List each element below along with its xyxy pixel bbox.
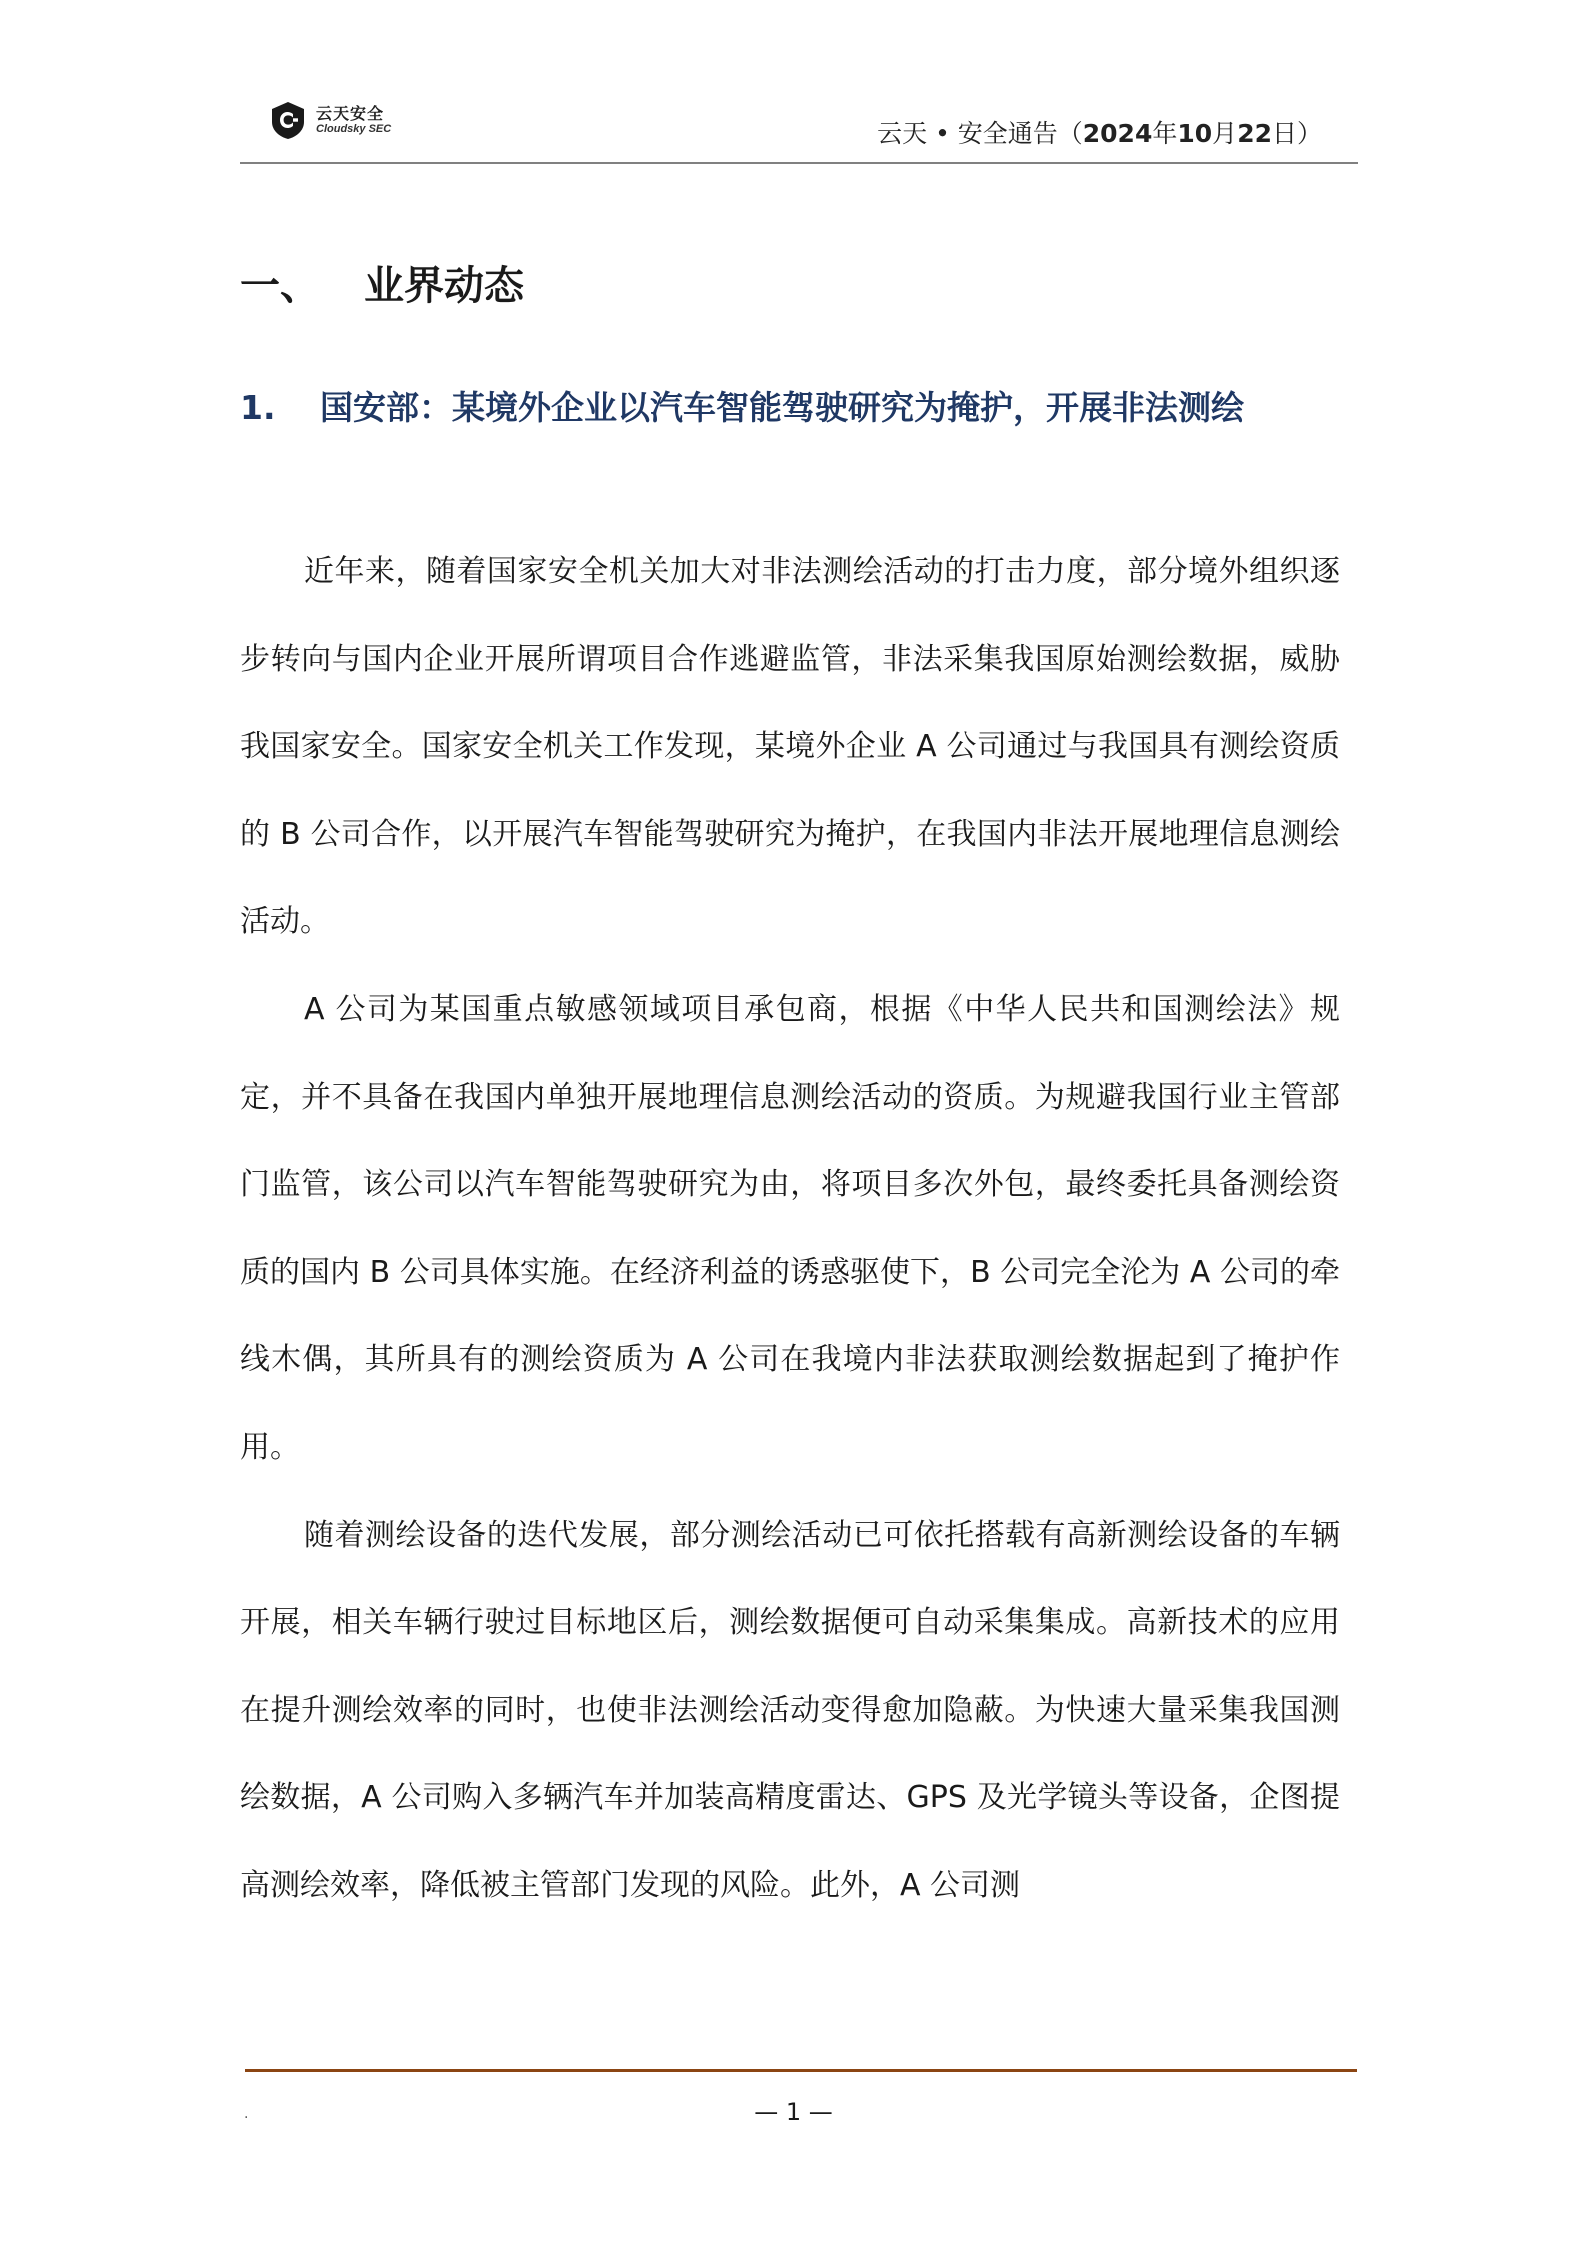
company-logo xyxy=(268,100,391,140)
shield-logo-icon xyxy=(268,100,308,140)
paragraph: 随着测绘设备的迭代发展，部分测绘活动已可依托搭载有高新测绘设备的车辆开展，相关车辆行驶过目标地区后，测绘数据便可自动采集集成。高新技术的应用在提升测绘效率的同时，也使非法测绘活动变得愈加隐蔽。为快速大量采集我国测绘数据，A 公司购入多辆汽车并加装高精度雷达、GPS 及光学镜头等设备，企图提高测绘效率，降低被主管部门发现的风险。此外，A 公司测 xyxy=(240,1517,1340,1903)
section-title: 业界动态 xyxy=(364,263,524,309)
header-day-label: 日） xyxy=(1271,119,1322,148)
section-heading xyxy=(240,254,524,311)
paragraph: 近年来，随着国家安全机关加大对非法测绘活动的打击力度，部分境外组织逐步转向与国内企业开展所谓项目合作逃避监管，非法采集我国原始测绘数据，威胁我国家安全。国家安全机关工作发现，某境外企业 A 公司通过与我国具有测绘资质的 B 公司合作，以开展汽车智能驾驶研究为掩护，在我国内非法开展地理信息测绘活动。 xyxy=(240,554,1340,940)
header-title-prefix: 云天 • 安全通告（ xyxy=(877,119,1083,148)
article-heading xyxy=(188,364,1338,452)
logo-text-en: Cloudsky SEC xyxy=(316,122,392,135)
footer-divider xyxy=(245,2069,1357,2072)
header-year: 2024 xyxy=(1082,119,1153,148)
paragraph: A 公司为某国重点敏感领域项目承包商，根据《中华人民共和国测绘法》规定，并不具备在我国内单独开展地理信息测绘活动的资质。为规避我国行业主管部门监管，该公司以汽车智能驾驶研究为由，将项目多次外包，最终委托具备测绘资质的国内 B 公司具体实施。在经济利益的诱惑驱使下，B 公司完全沦为 A 公司的牵线木偶，其所具有的测绘资质为 A 公司在我境内非法获取测绘数据起到了掩护作用。 xyxy=(240,991,1340,1465)
article-title: 国安部：某境外企业以汽车智能驾驶研究为掩护，开展非法测绘 xyxy=(320,388,1244,427)
header-month: 10 xyxy=(1177,119,1213,148)
logo-text-cn: 云天安全 xyxy=(316,103,385,123)
section-number: 一、 xyxy=(240,263,320,309)
page-header xyxy=(240,96,1358,164)
article-body xyxy=(240,528,1340,1930)
header-day: 22 xyxy=(1237,119,1272,148)
header-title xyxy=(877,114,1322,150)
header-year-label: 年 xyxy=(1152,119,1178,148)
header-month-label: 月 xyxy=(1212,119,1238,148)
footer-dot: . xyxy=(244,2106,249,2122)
page-number: — 1 — xyxy=(754,2098,833,2126)
article-number: 1. xyxy=(240,388,276,427)
